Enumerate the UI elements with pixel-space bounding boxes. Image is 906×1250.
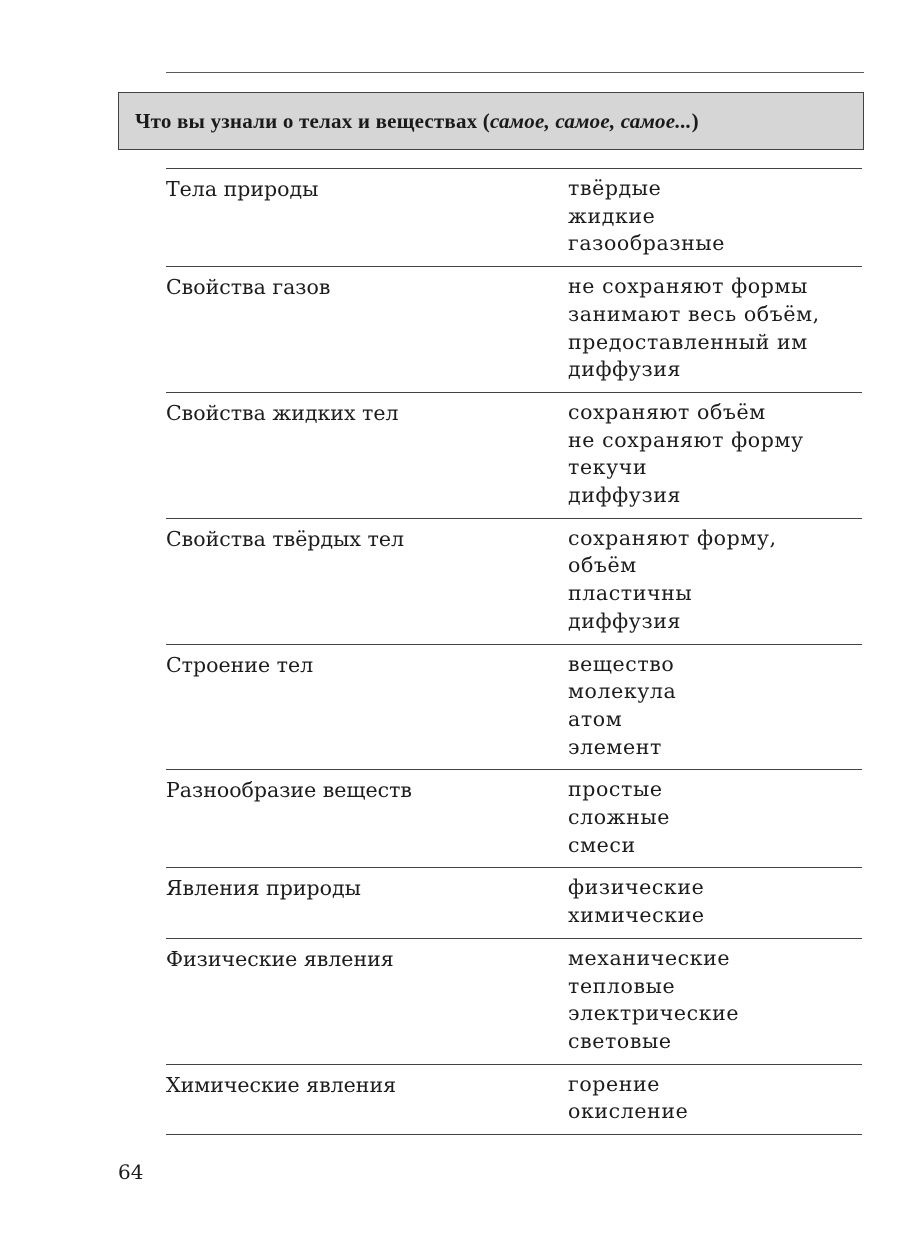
row-term: Химические явления bbox=[166, 1072, 397, 1097]
table-row bbox=[166, 519, 862, 645]
row-item: газообразные bbox=[568, 231, 726, 256]
table-row bbox=[166, 1065, 862, 1135]
row-items bbox=[568, 519, 862, 644]
row-term: Строение тел bbox=[166, 652, 314, 677]
row-item: диффузия bbox=[568, 357, 682, 382]
row-item: не сохраняют формы bbox=[568, 274, 808, 299]
summary-title-start: Что вы узнали о телах и веществах ( bbox=[135, 108, 490, 133]
row-items bbox=[568, 868, 862, 937]
row-item: сохраняют форму, bbox=[568, 525, 777, 550]
summary-header bbox=[118, 92, 864, 150]
row-item: химические bbox=[568, 903, 705, 928]
row-item: текучи bbox=[568, 455, 648, 480]
table-row bbox=[166, 770, 862, 868]
row-items bbox=[568, 169, 862, 266]
row-item: объём bbox=[568, 553, 637, 578]
table-row bbox=[166, 868, 862, 938]
page-number: 64 bbox=[118, 1160, 144, 1184]
table-row bbox=[166, 169, 862, 267]
summary-title bbox=[135, 109, 699, 134]
row-items bbox=[568, 267, 862, 392]
row-items bbox=[568, 645, 862, 770]
row-item: смеси bbox=[568, 832, 636, 857]
table-row bbox=[166, 939, 862, 1065]
row-item: твёрдые bbox=[568, 176, 662, 200]
row-items bbox=[568, 770, 862, 867]
summary-title-end: ) bbox=[691, 108, 699, 133]
row-term: Тела природы bbox=[166, 177, 319, 201]
row-term: Явления природы bbox=[166, 876, 361, 901]
row-item: световые bbox=[568, 1028, 672, 1053]
row-item: атом bbox=[568, 706, 623, 731]
row-item: электрические bbox=[568, 1001, 740, 1026]
row-term: Физические явления bbox=[166, 946, 394, 971]
row-term: Свойства жидких тел bbox=[166, 400, 399, 425]
row-item: механические bbox=[568, 945, 731, 970]
table-row bbox=[166, 267, 862, 393]
row-item: сохраняют объём bbox=[568, 399, 766, 424]
table-row bbox=[166, 645, 862, 771]
row-items bbox=[568, 939, 862, 1064]
row-item: сложные bbox=[568, 805, 671, 830]
row-item: диффузия bbox=[568, 483, 682, 508]
row-item: элемент bbox=[568, 734, 662, 759]
row-term: Разнообразие веществ bbox=[166, 778, 412, 803]
row-item: диффузия bbox=[568, 608, 682, 633]
top-rule bbox=[166, 72, 864, 73]
summary-table bbox=[166, 168, 862, 1135]
row-item: пластичны bbox=[568, 581, 693, 606]
row-items bbox=[568, 1065, 862, 1134]
row-item: вещество bbox=[568, 651, 675, 676]
row-item: окисление bbox=[568, 1099, 689, 1124]
row-item: жидкие bbox=[568, 203, 656, 228]
summary-title-emphasis: самое, самое, самое... bbox=[490, 108, 692, 133]
row-item: молекула bbox=[568, 679, 677, 704]
row-item: тепловые bbox=[568, 973, 676, 998]
row-item: занимают весь объём, bbox=[568, 301, 820, 326]
row-item: физические bbox=[568, 875, 705, 900]
row-term: Свойства твёрдых тел bbox=[166, 526, 404, 551]
row-items bbox=[568, 393, 862, 518]
row-item: предоставленный им bbox=[568, 329, 808, 354]
row-term: Свойства газов bbox=[166, 275, 331, 300]
table-row bbox=[166, 393, 862, 519]
row-item: простые bbox=[568, 777, 663, 802]
row-item: горение bbox=[568, 1071, 660, 1096]
row-item: не сохраняют форму bbox=[568, 427, 804, 452]
